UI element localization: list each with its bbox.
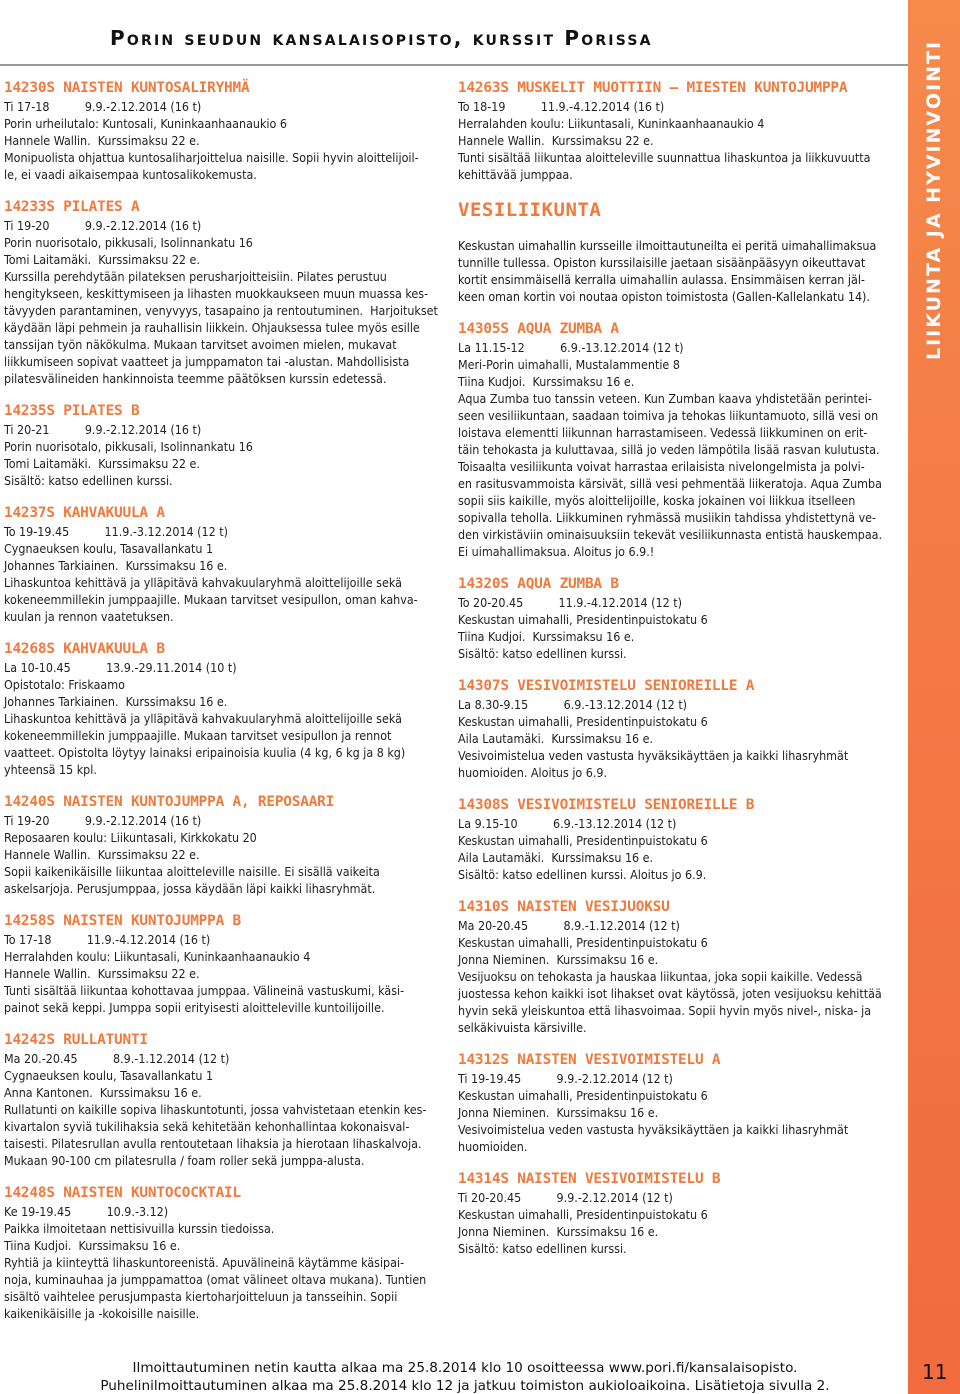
course-title: 14240S NAISTEN KUNTOJUMPPA A, REPOSAARI bbox=[4, 794, 335, 810]
course-line: Aqua Zumba tuo tanssin veteen. Kun Zumban kaava yhdistetään perintei- bbox=[458, 391, 872, 406]
course-line: noja, kuminauhaa ja jumppamattoa (omat välineet oltava mukana). Tuntien bbox=[4, 1272, 427, 1287]
course-line: Lihaskuntoa kehittävä ja ylläpitävä kahvakuularyhmä aloittelijoille sekä bbox=[4, 711, 402, 726]
course-line: Hannele Wallin. Kurssimaksu 22 e. bbox=[4, 133, 200, 148]
course-block bbox=[458, 1169, 888, 1257]
course-title: 14310S NAISTEN VESIJUOKSU bbox=[458, 899, 670, 915]
course-line: kokeneemmillekin jumppaajille. Mukaan tarvitset vesipullon, oman kahva- bbox=[4, 592, 418, 607]
page-header-title: Porin seudun kansalaisopisto, kurssit Porissa bbox=[110, 26, 653, 50]
course-line: juostessa kehon kaikki isot lihakset ovat käytössä, joten vesijuoksu kehittää bbox=[458, 986, 882, 1001]
course-line: painot sekä keppi. Jumppa sopii erityisesti aloitteleville kuntoilijoille. bbox=[4, 1000, 385, 1015]
course-title: 14314S NAISTEN VESIVOIMISTELU B bbox=[458, 1171, 721, 1187]
course-line: hengitykseen, keskittymiseen ja lihasten muokkaukseen muun muassa kes- bbox=[4, 286, 429, 301]
course-line: Hannele Wallin. Kurssimaksu 22 e. bbox=[458, 133, 654, 148]
course-line: Kurssilla perehdytään pilateksen perusharjoitteisiin. Pilates perustuu bbox=[4, 269, 387, 284]
course-line: Keskustan uimahalli, Presidentinpuistokatu 6 bbox=[458, 1207, 708, 1222]
left-column bbox=[4, 78, 438, 1336]
course-line: askelsarjoja. Perusjumppaa, jossa käydään läpi kaikki lihasryhmät. bbox=[4, 881, 376, 896]
course-line: Keskustan uimahalli, Presidentinpuistokatu 6 bbox=[458, 1088, 708, 1103]
course-line: kaikenikäisille ja -kokoisille naisille. bbox=[4, 1306, 200, 1321]
course-block bbox=[4, 1030, 434, 1169]
course-block bbox=[4, 78, 434, 183]
course-line: kokeneemmillekin jumppaajille. Mukaan tarvitset vesipullon ja rennot bbox=[4, 728, 392, 743]
section-intro-line: keen oman kortin voi noutaa opiston toimistosta (Gallen-Kallelankatu 14). bbox=[458, 289, 870, 304]
course-line: Rullatunti on kaikille sopiva lihaskuntotunti, jossa vahvistetaan etenkin kes- bbox=[4, 1102, 427, 1117]
course-line: La 9.15-10 6.9.-13.12.2014 (12 t) bbox=[458, 816, 677, 831]
course-line: Monipuolista ohjattua kuntosaliharjoittelua naisille. Sopii hyvin aloittelijoil- bbox=[4, 150, 419, 165]
course-line: Tunti sisältää liikuntaa aloitteleville suunnattua lihaskuntoa ja liikkuvuutta bbox=[458, 150, 871, 165]
course-line: Tiina Kudjoi. Kurssimaksu 16 e. bbox=[4, 1238, 181, 1253]
course-line: Jonna Nieminen. Kurssimaksu 16 e. bbox=[458, 1224, 659, 1239]
course-line: sopii siis kaikille, myös aloittelijoille, koska jokainen voi liikkua itselleen bbox=[458, 493, 856, 508]
course-line: Ryhtiä ja kiinteyttä lihaskuntoreenistä. Apuvälineinä käytämme käsipai- bbox=[4, 1255, 405, 1270]
course-line: Jonna Nieminen. Kurssimaksu 16 e. bbox=[458, 1105, 659, 1120]
course-block bbox=[4, 503, 434, 625]
course-line: Keskustan uimahalli, Presidentinpuistokatu 6 bbox=[458, 833, 708, 848]
header-divider bbox=[0, 64, 908, 66]
course-line: Johannes Tarkiainen. Kurssimaksu 16 e. bbox=[4, 694, 228, 709]
course-line: Ti 17-18 9.9.-2.12.2014 (16 t) bbox=[4, 99, 202, 114]
course-title: 14258S NAISTEN KUNTOJUMPPA B bbox=[4, 913, 241, 929]
section-intro-line: tunnille tullessa. Opiston kurssilaisille jaetaan sisäänpääsyyn oikeuttavat bbox=[458, 255, 866, 270]
course-block bbox=[458, 795, 888, 883]
section-intro bbox=[458, 237, 888, 305]
course-line: Johannes Tarkiainen. Kurssimaksu 16 e. bbox=[4, 558, 228, 573]
course-block bbox=[458, 574, 888, 662]
course-title: 14235S PILATES B bbox=[4, 403, 140, 419]
course-line: Hannele Wallin. Kurssimaksu 22 e. bbox=[4, 847, 200, 862]
course-line: huomioiden. Aloitus jo 6.9. bbox=[458, 765, 608, 780]
course-line: kuulan ja rennon vaatetuksen. bbox=[4, 609, 174, 624]
course-title: 14268S KAHVAKUULA B bbox=[4, 641, 165, 657]
course-line: taisesti. Pilatesrullan avulla rentoutetaan lihaksia ja hierotaan lihaskalvoja. bbox=[4, 1136, 422, 1151]
course-line: To 20-20.45 11.9.-4.12.2014 (12 t) bbox=[458, 595, 682, 610]
section-intro-line: kortit ensimmäisellä kerralla uimahallin aulassa. Ensimmäisen kerran jäl- bbox=[458, 272, 865, 287]
right-course-list bbox=[458, 319, 888, 1257]
course-line: Sopii kaikenikäisille liikuntaa aloitteleville naisille. Ei sisällä vaikeita bbox=[4, 864, 380, 879]
course-title: 14233S PILATES A bbox=[4, 199, 140, 215]
right-column bbox=[458, 78, 888, 1271]
course-block bbox=[4, 792, 434, 897]
course-line: Tomi Laitamäki. Kurssimaksu 22 e. bbox=[4, 456, 200, 471]
footer-registration-online: Ilmoittautuminen netin kautta alkaa ma 25.8.2014 klo 10 osoitteessa www.pori.fi/kansalaisopisto. bbox=[132, 1360, 798, 1376]
course-line: käydään läpi pehmein ja rauhallisin liikkein. Ohjauksessa tulee myös esille bbox=[4, 320, 420, 335]
course-line: täin tehokasta ja kuluttavaa, sillä jo veden lämpötila lisää rasvan kulutusta. bbox=[458, 442, 880, 457]
course-block bbox=[458, 78, 888, 183]
course-line: La 8.30-9.15 6.9.-13.12.2014 (12 t) bbox=[458, 697, 688, 712]
course-block bbox=[4, 911, 434, 1016]
course-line: Tiina Kudjoi. Kurssimaksu 16 e. bbox=[458, 629, 635, 644]
course-block bbox=[458, 897, 888, 1036]
course-line: yhteensä 15 kpl. bbox=[4, 762, 97, 777]
course-title: 14230S NAISTEN KUNTOSALIRYHMÄ bbox=[4, 80, 250, 96]
course-line: Aila Lautamäki. Kurssimaksu 16 e. bbox=[458, 850, 654, 865]
course-line: seen vesiliikuntaan, saadaan toimiva ja tehokas liikuntamuoto, sillä vesi on bbox=[458, 408, 879, 423]
course-line: selkäkivuista kärsiville. bbox=[458, 1020, 587, 1035]
course-line: Opistotalo: Friskaamo bbox=[4, 677, 125, 692]
course-line: To 18-19 11.9.-4.12.2014 (16 t) bbox=[458, 99, 665, 114]
course-line: Vesijuoksu on tehokasta ja hauskaa liikuntaa, joka sopii kaikille. Vedessä bbox=[458, 969, 863, 984]
course-line: liikkumiseen sopivat vaatteet ja jumppamaton tai -alustan. Mahdollisista bbox=[4, 354, 410, 369]
course-line: sopivalla teholla. Liikkuminen ryhmässä musiikin tahdissa yhdistettynä ve- bbox=[458, 510, 877, 525]
course-line: To 19-19.45 11.9.-3.12.2014 (12 t) bbox=[4, 524, 228, 539]
course-line: Ti 20-20.45 9.9.-2.12.2014 (12 t) bbox=[458, 1190, 673, 1205]
course-line: Herralahden koulu: Liikuntasali, Kuninkaanhaanaukio 4 bbox=[4, 949, 311, 964]
course-line: loistava elementti liikunnan harrastamiseen. Vedessä liikkuminen on erit- bbox=[458, 425, 868, 440]
course-line: le, ei vaadi aikaisempaa kuntosalikokemusta. bbox=[4, 167, 257, 182]
course-line: kivartalon syviä tukilihaksia sekä kehitetään kehonhallintaa kokonaisval- bbox=[4, 1119, 410, 1134]
course-title: 14308S VESIVOIMISTELU SENIOREILLE B bbox=[458, 797, 755, 813]
course-line: Ti 19-20 9.9.-2.12.2014 (16 t) bbox=[4, 218, 202, 233]
course-line: Keskustan uimahalli, Presidentinpuistokatu 6 bbox=[458, 612, 708, 627]
course-line: La 10-10.45 13.9.-29.11.2014 (10 t) bbox=[4, 660, 237, 675]
course-line: Ke 19-19.45 10.9.-3.12) bbox=[4, 1204, 169, 1219]
course-line: Ei uimahallimaksua. Aloitus jo 6.9.! bbox=[458, 544, 655, 559]
course-line: Ma 20-20.45 8.9.-1.12.2014 (12 t) bbox=[458, 918, 680, 933]
course-line: Sisältö: katso edellinen kurssi. bbox=[4, 473, 173, 488]
course-line: Tunti sisältää liikuntaa kohottavaa jumppaa. Välineinä vastuskumi, käsi- bbox=[4, 983, 405, 998]
course-block bbox=[458, 319, 888, 560]
course-line: tävyyden parantaminen, venyvyys, tasapaino ja rentoutuminen. Harjoitukset bbox=[4, 303, 438, 318]
course-title: 14320S AQUA ZUMBA B bbox=[458, 576, 619, 592]
course-line: Toisaalta vesiliikunta voivat harrastaa erilaisista nivelongelmista ja polvi- bbox=[458, 459, 865, 474]
course-block bbox=[4, 639, 434, 778]
course-line: huomioiden. bbox=[458, 1139, 528, 1154]
course-line: pilatesvälineiden hankinnoista teemme päätöksen kurssin edetessä. bbox=[4, 371, 387, 386]
course-block bbox=[458, 1050, 888, 1155]
course-line: Keskustan uimahalli, Presidentinpuistokatu 6 bbox=[458, 714, 708, 729]
course-title: 14242S RULLATUNTI bbox=[4, 1032, 148, 1048]
course-line: Hannele Wallin. Kurssimaksu 22 e. bbox=[4, 966, 200, 981]
course-line: Herralahden koulu: Liikuntasali, Kuninkaanhaanaukio 4 bbox=[458, 116, 765, 131]
course-title: 14263S MUSKELIT MUOTTIIN – MIESTEN KUNTOJUMPPA bbox=[458, 80, 848, 96]
course-block bbox=[4, 401, 434, 489]
course-line: kehittävää jumppaa. bbox=[458, 167, 573, 182]
course-line: Cygnaeuksen koulu, Tasavallankatu 1 bbox=[4, 541, 214, 556]
course-line: To 17-18 11.9.-4.12.2014 (16 t) bbox=[4, 932, 211, 947]
course-line: Ti 19-19.45 9.9.-2.12.2014 (12 t) bbox=[458, 1071, 673, 1086]
course-line: Aila Lautamäki. Kurssimaksu 16 e. bbox=[458, 731, 654, 746]
course-line: Sisältö: katso edellinen kurssi. bbox=[458, 646, 627, 661]
course-title: 14248S NAISTEN KUNTOCOCKTAIL bbox=[4, 1185, 241, 1201]
section-title-vesiliikunta: VESILIIKUNTA bbox=[458, 199, 602, 221]
course-line: sisältö vaihtelee perusjumpasta kiertoharjoitteluun ja tansseihin. Sopii bbox=[4, 1289, 398, 1304]
course-line: Sisältö: katso edellinen kurssi. Aloitus jo 6.9. bbox=[458, 867, 707, 882]
course-line: La 11.15-12 6.9.-13.12.2014 (12 t) bbox=[458, 340, 684, 355]
course-details bbox=[458, 98, 888, 183]
course-line: Paikka ilmoitetaan nettisivuilla kurssin tiedoissa. bbox=[4, 1221, 275, 1236]
course-title: 14307S VESIVOIMISTELU SENIOREILLE A bbox=[458, 678, 755, 694]
section-intro-line: Keskustan uimahallin kursseille ilmoittautuneilta ei peritä uimahallimaksua bbox=[458, 238, 877, 253]
course-block bbox=[458, 676, 888, 781]
course-line: Ti 20-21 9.9.-2.12.2014 (16 t) bbox=[4, 422, 202, 437]
course-line: tanssijan työn näkökulma. Mukaan tarvitset avoimen mielen, mukavat bbox=[4, 337, 397, 352]
course-line: Anna Kantonen. Kurssimaksu 16 e. bbox=[4, 1085, 202, 1100]
course-line: Vesivoimistelua veden vastusta hyväksikäyttäen ja kaikki lihasryhmät bbox=[458, 748, 849, 763]
course-line: Ti 19-20 9.9.-2.12.2014 (16 t) bbox=[4, 813, 202, 828]
course-line: Mukaan 90-100 cm pilatesrulla / foam roller sekä jumppa-alusta. bbox=[4, 1153, 365, 1168]
course-block bbox=[4, 197, 438, 387]
course-line: den virkistäviin ominaisuuksiin tekevät vesiliikunnasta entistä hauskempaa. bbox=[458, 527, 883, 542]
course-line: Lihaskuntoa kehittävä ja ylläpitävä kahvakuularyhmä aloittelijoille sekä bbox=[4, 575, 402, 590]
course-line: Keskustan uimahalli, Presidentinpuistokatu 6 bbox=[458, 935, 708, 950]
course-block bbox=[4, 1183, 434, 1322]
course-line: Tiina Kudjoi. Kurssimaksu 16 e. bbox=[458, 374, 635, 389]
course-title: 14305S AQUA ZUMBA A bbox=[458, 321, 619, 337]
course-line: Ma 20.-20.45 8.9.-1.12.2014 (12 t) bbox=[4, 1051, 230, 1066]
sidebar-label: LIIKUNTA JA HYVINVOINTI bbox=[923, 39, 945, 361]
course-line: Meri-Porin uimahalli, Mustalammentie 8 bbox=[458, 357, 680, 372]
course-line: Jonna Nieminen. Kurssimaksu 16 e. bbox=[458, 952, 659, 967]
course-line: hyvin sekä yleiskuntoa että lihasvoimaa. Sopii hyvin myös nivel-, niska- ja bbox=[458, 1003, 872, 1018]
course-line: Vesivoimistelua veden vastusta hyväksikäyttäen ja kaikki lihasryhmät bbox=[458, 1122, 849, 1137]
course-line: Porin nuorisotalo, pikkusali, Isolinnankatu 16 bbox=[4, 439, 253, 454]
course-line: vaatteet. Opistolta löytyy lainaksi eripainoisia kuulia (4 kg, 6 kg ja 8 kg) bbox=[4, 745, 406, 760]
course-line: Tomi Laitamäki. Kurssimaksu 22 e. bbox=[4, 252, 200, 267]
course-title: 14312S NAISTEN VESIVOIMISTELU A bbox=[458, 1052, 721, 1068]
course-line: en rasitusvammoista kärsivät, sillä vesi pehmentää liikeratoja. Aqua Zumba bbox=[458, 476, 882, 491]
course-line: Sisältö: katso edellinen kurssi. bbox=[458, 1241, 627, 1256]
course-line: Cygnaeuksen koulu, Tasavallankatu 1 bbox=[4, 1068, 214, 1083]
course-title: 14237S KAHVAKUULA A bbox=[4, 505, 165, 521]
left-course-list bbox=[4, 78, 438, 1322]
page-number: 11 bbox=[922, 1360, 948, 1384]
course-line: Porin urheilutalo: Kuntosali, Kuninkaanhaanaukio 6 bbox=[4, 116, 287, 131]
footer-registration-phone: Puhelinilmoittautuminen alkaa ma 25.8.2014 klo 12 ja jatkuu toimiston aukioloaikoina. Lisätietoja sivulla 2. bbox=[100, 1378, 830, 1394]
course-line: Reposaaren koulu: Liikuntasali, Kirkkokatu 20 bbox=[4, 830, 257, 845]
course-line: Porin nuorisotalo, pikkusali, Isolinnankatu 16 bbox=[4, 235, 253, 250]
